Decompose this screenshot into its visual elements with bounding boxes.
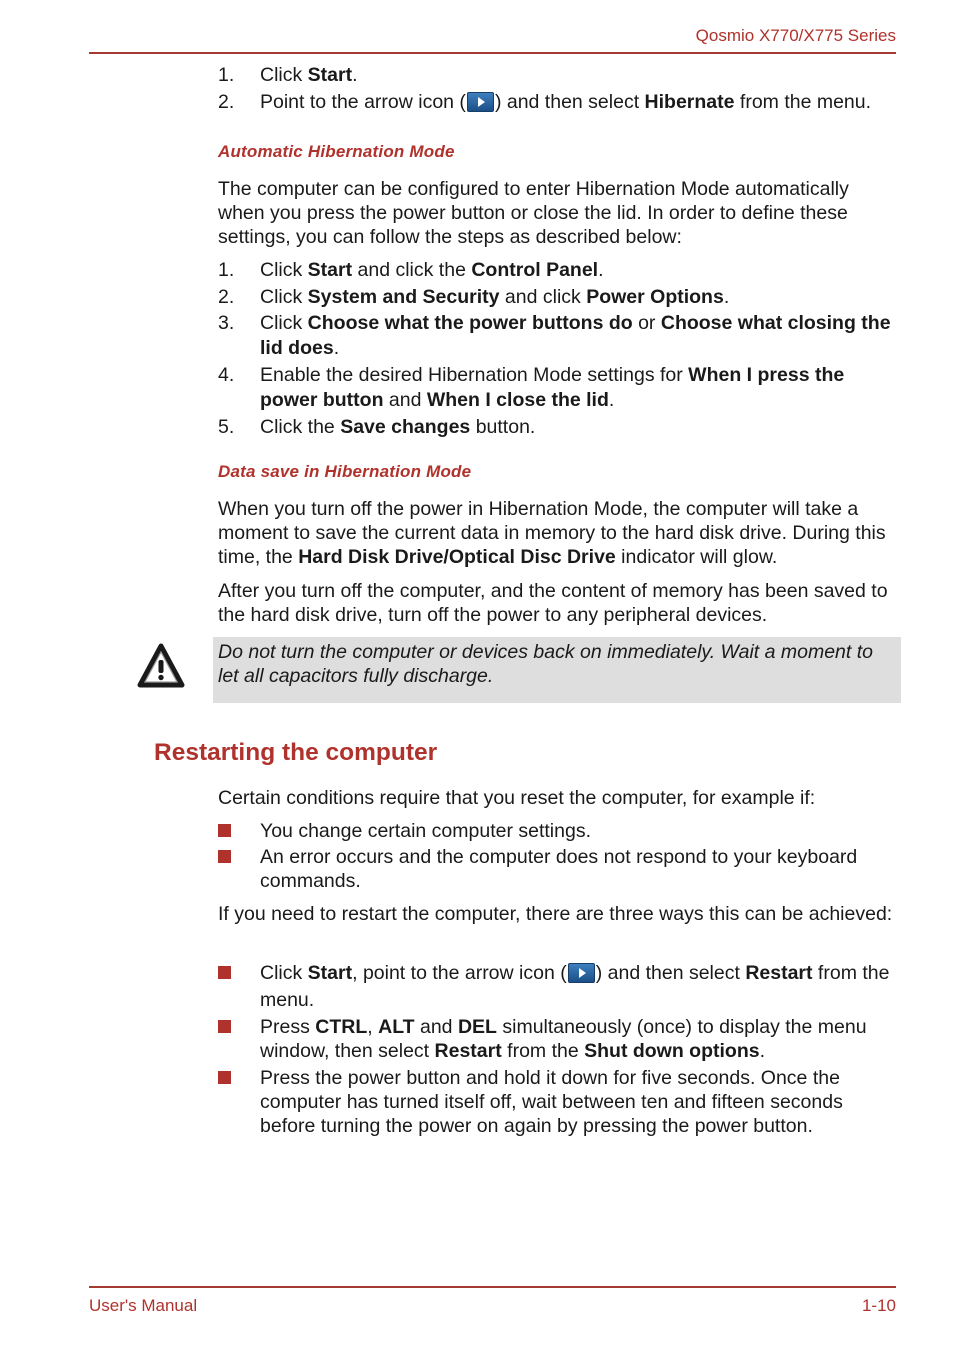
list-item: Click Start, point to the arrow icon ( ) and then select Restart from the menu. — [218, 960, 898, 1014]
list-item: 2. Point to the arrow icon ( ) and then select Hibernate from the menu. — [218, 91, 872, 113]
list-item: 5. Click the Save changes button. — [218, 416, 536, 438]
bullet-icon — [218, 824, 231, 837]
running-header: Qosmio X770/X775 Series — [695, 26, 896, 45]
data-save-paragraph: When you turn off the power in Hibernation Mode, the computer will take a moment to save the current data in memory to the hard disk drive. During this time, the Hard Disk Drive/Optical Disc Drive indicator will glow. — [218, 498, 886, 568]
page-number: 1-10 — [861, 1296, 896, 1315]
subheading-data-save: Data save in Hibernation Mode — [218, 462, 472, 481]
auto-hibernation-intro: The computer can be configured to enter Hibernation Mode automatically when you press the power button or close the lid. In order to define these settings, you can follow the steps as described below: — [218, 178, 849, 248]
bullet-icon — [218, 966, 231, 979]
footer-rule — [89, 1286, 896, 1288]
list-item: 3. Click Choose what the power buttons do or Choose what closing the lid does. — [218, 312, 891, 359]
list-item: 1. Click Start. — [218, 64, 358, 86]
bullet-icon — [218, 1071, 231, 1084]
restart-ways-intro: If you need to restart the computer, there are three ways this can be achieved: — [218, 903, 893, 925]
section-heading: Restarting the computer — [154, 739, 438, 766]
auto-hibernation-steps — [218, 258, 898, 439]
warning-icon — [137, 641, 185, 691]
header-rule — [89, 52, 896, 54]
list-item: You change certain computer settings. — [218, 819, 898, 843]
restart-intro: Certain conditions require that you reset the computer, for example if: — [218, 787, 816, 809]
list-item: Press CTRL, ALT and DEL simultaneously (once) to display the menu window, then select Restart from the Shut down options. — [218, 1015, 898, 1063]
hibernate-steps — [218, 63, 898, 114]
bullet-icon — [218, 1020, 231, 1033]
arrow-icon — [568, 963, 595, 983]
list-item: 2. Click System and Security and click Power Options. — [218, 286, 730, 308]
caution-note — [213, 637, 901, 703]
restart-ways — [218, 960, 898, 1138]
subheading-auto-hibernation: Automatic Hibernation Mode — [218, 142, 455, 161]
arrow-icon — [467, 92, 494, 112]
bullet-icon — [218, 850, 231, 863]
list-item: 4. Enable the desired Hibernation Mode settings for When I press the power button and When I close the lid. — [218, 364, 845, 411]
footer-manual-title: User's Manual — [89, 1296, 198, 1315]
caution-text: Do not turn the computer or devices back on immediately. Wait a moment to let all capacitors fully discharge. — [218, 641, 873, 687]
restart-conditions — [218, 819, 898, 893]
list-item: An error occurs and the computer does not respond to your keyboard commands. — [218, 845, 898, 893]
list-item: 1. Click Start and click the Control Panel. — [218, 259, 604, 281]
list-item: Press the power button and hold it down for five seconds. Once the computer has turned itself off, wait between ten and fifteen seconds before turning the power on again by pressing the power button. — [218, 1066, 898, 1138]
power-off-paragraph: After you turn off the computer, and the content of memory has been saved to the hard disk drive, turn off the power to any peripheral devices. — [218, 580, 888, 626]
